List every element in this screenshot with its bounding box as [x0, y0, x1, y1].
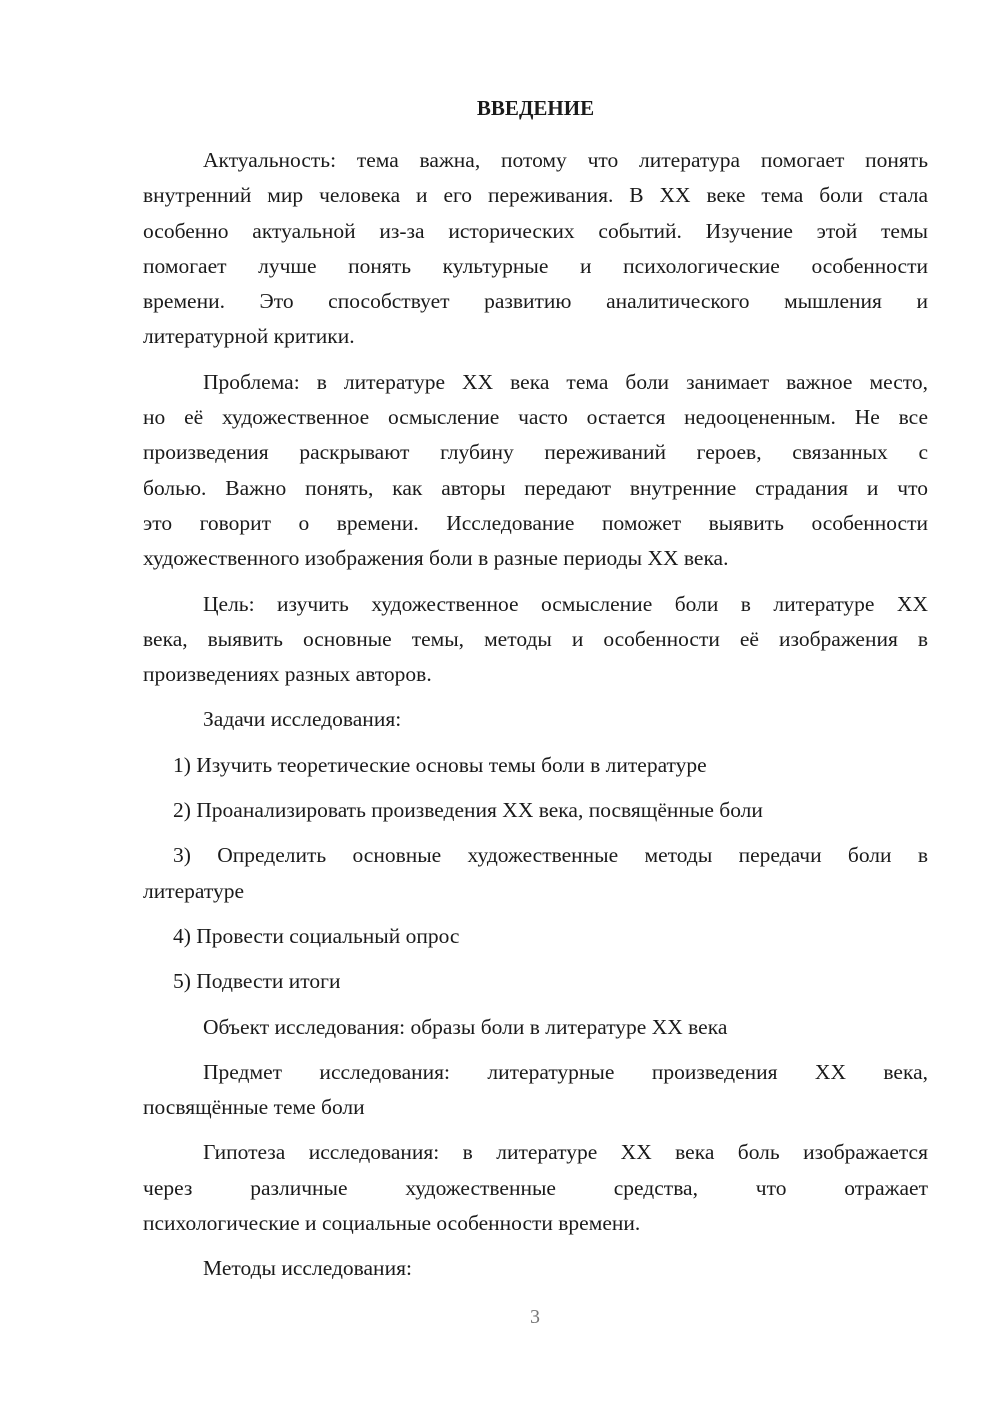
- paragraph: [143, 143, 928, 355]
- text-line: особенно актуальной из-за исторических событий. Изучение этой темы: [143, 218, 928, 243]
- text-line: 1) Изучить теоретические основы темы боли в литературе: [173, 752, 707, 777]
- paragraph: [143, 793, 928, 828]
- text-line: Методы исследования:: [203, 1256, 412, 1281]
- paragraph: [143, 838, 928, 909]
- text-line: через различные художественные средства, что отражает: [143, 1175, 928, 1200]
- paragraph: [143, 1055, 928, 1126]
- text-line: художественного изображения боли в разные периоды XX века.: [143, 546, 729, 571]
- paragraph: [143, 1135, 928, 1241]
- text-line: Цель: изучить художественное осмысление боли в литературе XX: [203, 591, 928, 616]
- paragraph: [143, 587, 928, 693]
- text-line: помогает лучше понять культурные и психологические особенности: [143, 253, 928, 278]
- paragraph: [143, 1010, 928, 1045]
- document-body: [143, 143, 928, 1287]
- text-line: времени. Это способствует развитию аналитического мышления и: [143, 289, 928, 314]
- page-number: 3: [530, 1306, 540, 1328]
- text-line: Актуальность: тема важна, потому что литература помогает понять: [203, 148, 928, 172]
- text-line: болью. Важно понять, как авторы передают внутренние страдания и что: [143, 475, 928, 500]
- paragraph: [143, 1251, 928, 1286]
- text-line: Предмет исследования: литературные произведения XX века,: [203, 1059, 928, 1084]
- text-line: психологические и социальные особенности времени.: [143, 1211, 641, 1236]
- text-line: внутренний мир человека и его переживания. В XX веке тема боли стала: [143, 183, 928, 208]
- text-line: произведениях разных авторов.: [143, 662, 432, 687]
- text-line: 4) Провести социальный опрос: [173, 923, 460, 948]
- paragraph: [143, 365, 928, 577]
- text-line: 5) Подвести итоги: [173, 969, 341, 994]
- text-line: века, выявить основные темы, методы и особенности её изображения в: [143, 626, 928, 651]
- text-line: Задачи исследования:: [203, 707, 402, 732]
- text-line: Проблема: в литературе XX века тема боли занимает важное место,: [203, 369, 928, 394]
- text-line: литературной критики.: [143, 324, 355, 349]
- paragraph: [143, 748, 928, 783]
- paragraph: [143, 919, 928, 954]
- page-title: ВВЕДЕНИЕ: [476, 96, 595, 120]
- paragraph: [143, 702, 928, 737]
- text-line: произведения раскрывают глубину переживаний героев, связанных с: [143, 440, 928, 465]
- text-line: Объект исследования: образы боли в литературе XX века: [203, 1014, 728, 1039]
- text-line: но её художественное осмысление часто остается недооцененным. Не все: [143, 405, 928, 430]
- text-line: 3) Определить основные художественные методы передачи боли в: [173, 843, 928, 868]
- text-line: это говорит о времени. Исследование поможет выявить особенности: [143, 510, 928, 535]
- text-line: литературе: [143, 878, 245, 903]
- text-line: Гипотеза исследования: в литературе XX века боль изображается: [203, 1140, 928, 1165]
- text-line: 2) Проанализировать произведения XX века, посвящённые боли: [173, 798, 763, 823]
- paragraph: [143, 964, 928, 999]
- text-line: посвящённые теме боли: [143, 1095, 365, 1120]
